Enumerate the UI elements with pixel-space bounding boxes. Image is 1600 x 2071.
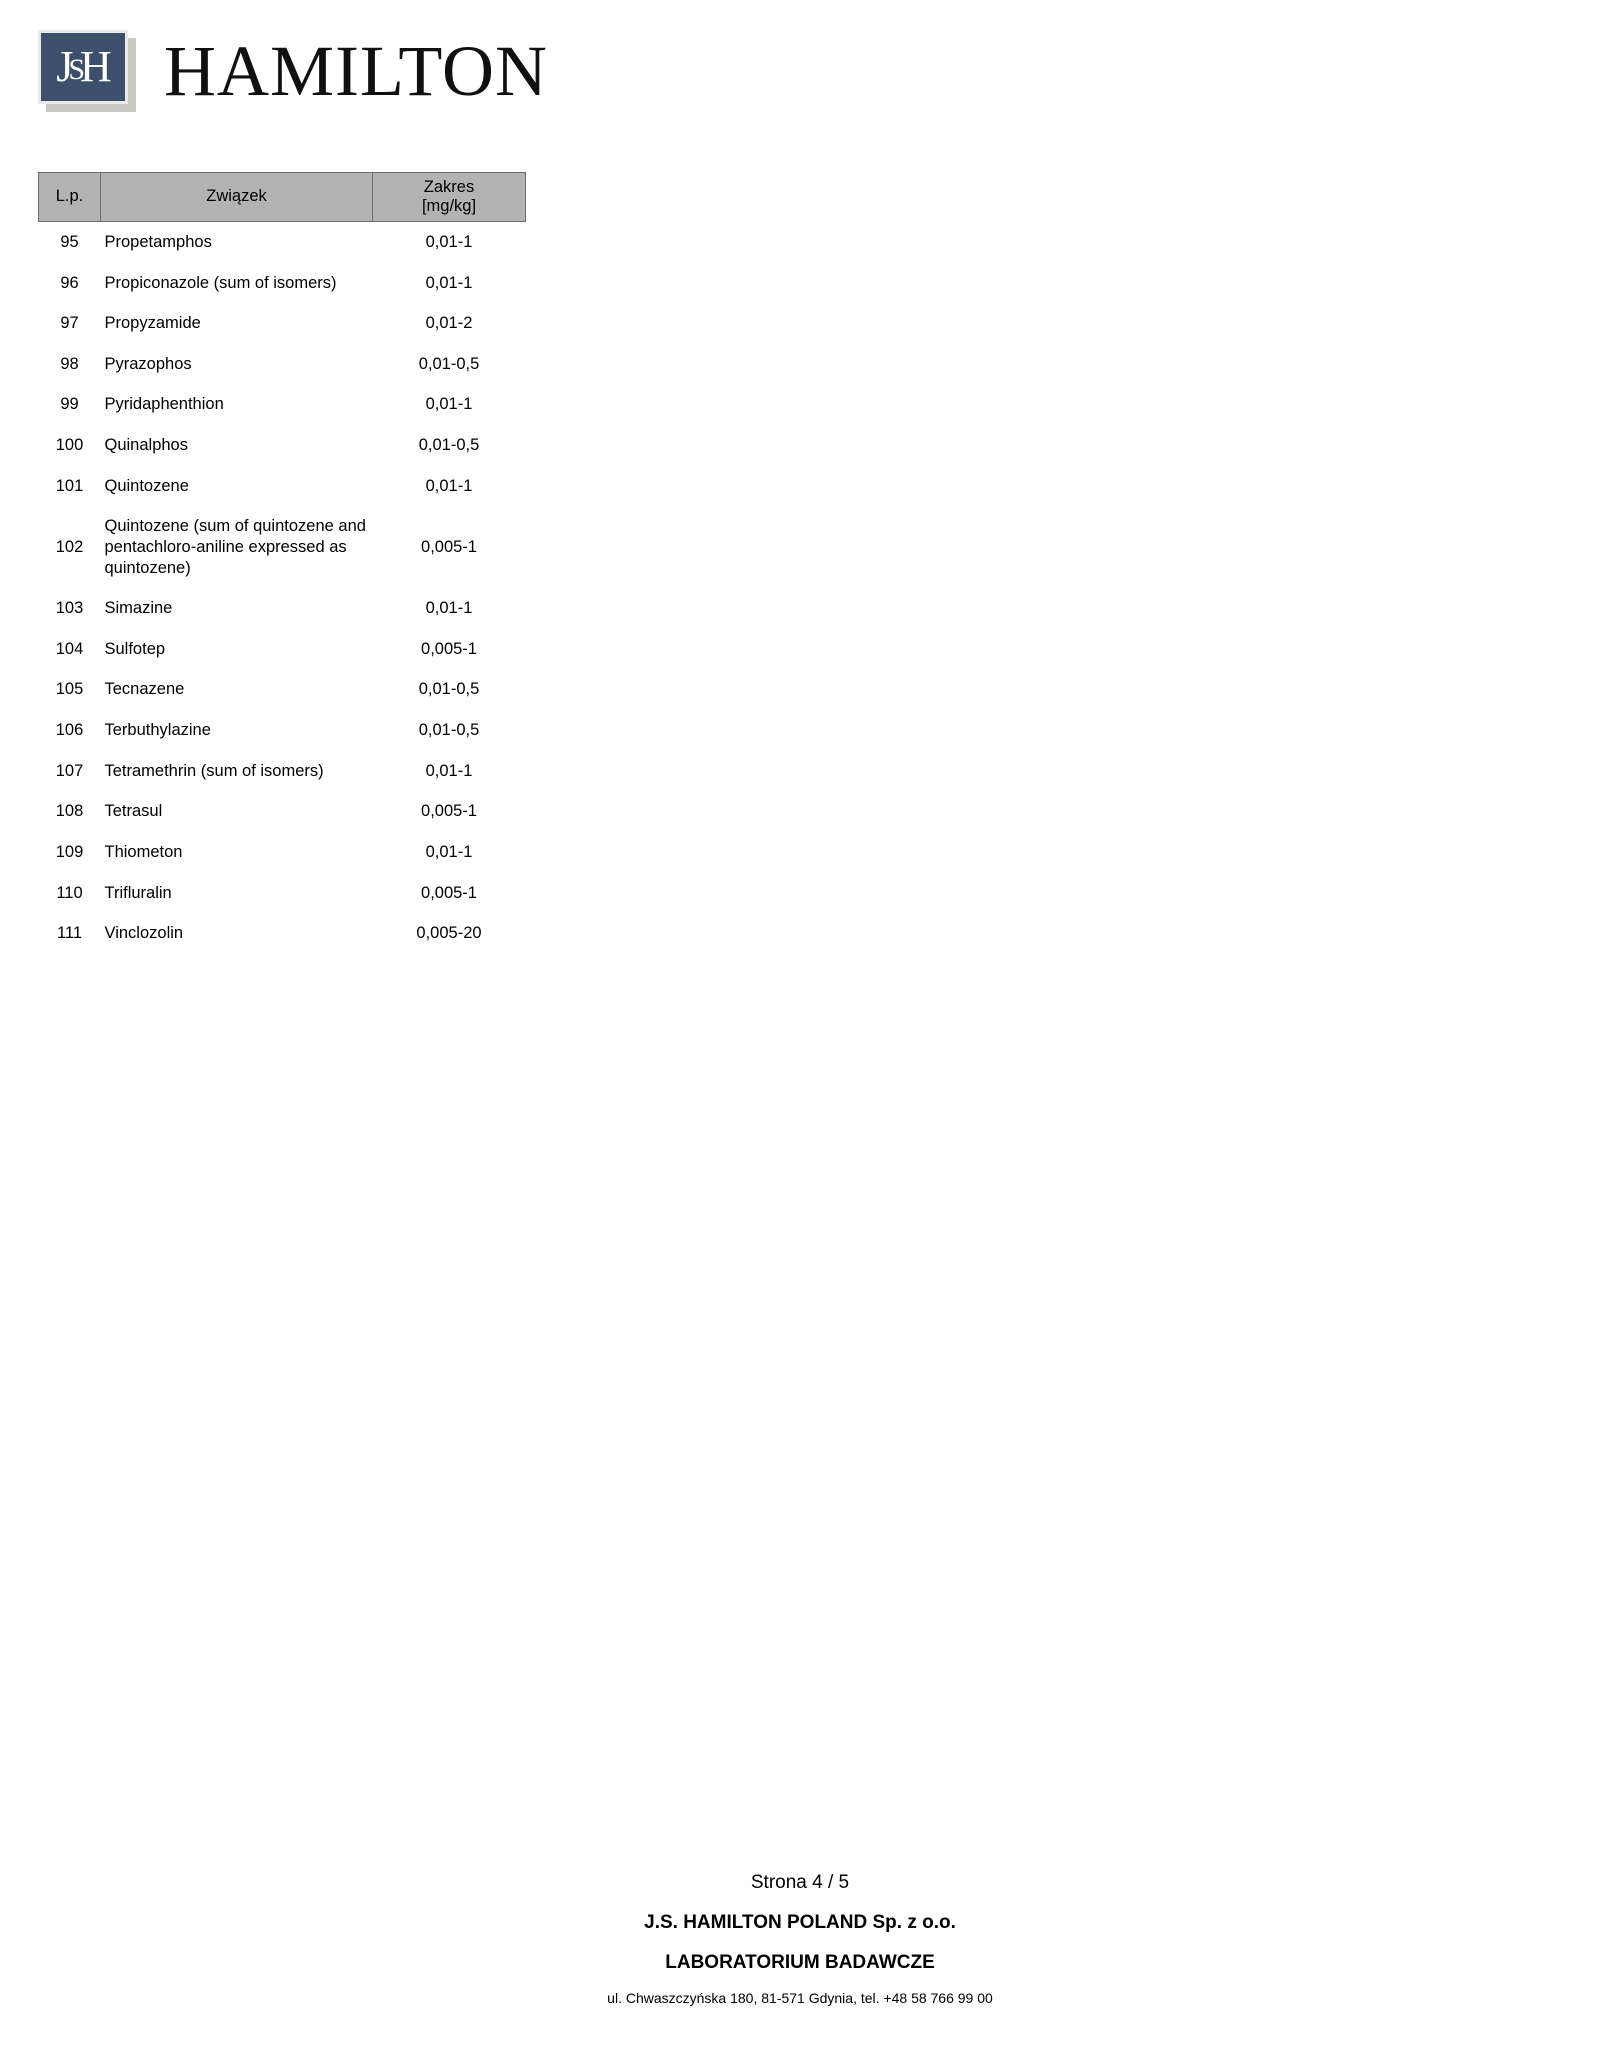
table-row: [39, 425, 526, 466]
cell-compound: Thiometon: [104, 842, 183, 861]
column-header-range-line1: Zakres: [423, 178, 475, 196]
cell-range: 0,01-1: [425, 273, 473, 292]
footer-lab: LABORATORIUM BADAWCZE: [665, 1952, 935, 1973]
table-row: [39, 263, 526, 304]
table-row: [39, 873, 526, 914]
table-body: [39, 221, 526, 953]
cell-range: 0,01-0,5: [418, 354, 480, 373]
cell-lp: 101: [55, 476, 84, 495]
cell-compound: Quintozene (sum of quintozene and pentachloro-aniline expressed as quintozene): [104, 517, 366, 577]
cell-compound: Tecnazene: [104, 680, 185, 699]
table-row: [39, 751, 526, 792]
cell-range: 0,01-0,5: [418, 680, 480, 699]
column-header-compound: Związek: [101, 173, 373, 222]
table-row: [39, 384, 526, 425]
cell-range: 0,01-1: [425, 761, 473, 780]
table-row: [39, 832, 526, 873]
cell-compound: Sulfotep: [104, 639, 166, 658]
cell-compound: Trifluralin: [104, 883, 172, 902]
cell-compound: Pyrazophos: [104, 354, 192, 373]
cell-range: 0,005-1: [421, 639, 477, 658]
cell-lp: 107: [55, 761, 84, 780]
document-header: [38, 30, 548, 112]
cell-lp: 96: [60, 273, 79, 292]
cell-lp: 98: [60, 354, 79, 373]
cell-lp: 111: [56, 924, 83, 943]
cell-range: 0,005-1: [421, 883, 477, 902]
cell-compound: Quintozene: [104, 476, 189, 495]
cell-range: 0,005-1: [421, 537, 477, 556]
cell-compound: Propiconazole (sum of isomers): [104, 273, 337, 292]
footer-company: J.S. HAMILTON POLAND Sp. z o.o.: [644, 1912, 956, 1933]
cell-range: 0,01-1: [425, 842, 473, 861]
cell-range: 0,01-1: [425, 232, 473, 251]
cell-range: 0,01-1: [425, 395, 473, 414]
cell-range: 0,01-1: [425, 476, 473, 495]
table-row: [39, 629, 526, 670]
cell-lp: 105: [55, 680, 84, 699]
table-header-row: [39, 173, 526, 222]
table-row: [39, 466, 526, 507]
cell-compound: Quinalphos: [104, 436, 188, 455]
cell-compound: Pyridaphenthion: [104, 395, 224, 414]
cell-lp: 100: [55, 436, 84, 455]
table-row: [39, 710, 526, 751]
compounds-table: [38, 172, 526, 954]
cell-lp: 108: [55, 802, 84, 821]
table-row: [39, 221, 526, 262]
table-head: [39, 173, 526, 222]
cell-lp: 103: [55, 599, 84, 618]
page-number: Strona 4 / 5: [750, 1872, 850, 1893]
cell-lp: 102: [55, 537, 84, 556]
cell-range: 0,01-1: [425, 599, 473, 618]
compounds-table-wrap: [38, 172, 525, 954]
cell-compound: Tetrasul: [104, 802, 163, 821]
logo-monogram: J S H: [56, 42, 110, 91]
cell-compound: Propyzamide: [104, 314, 201, 333]
column-header-range: [373, 173, 526, 222]
logo-wordmark: HAMILTON: [164, 31, 549, 111]
table-row: [39, 669, 526, 710]
cell-lp: 104: [55, 639, 84, 658]
cell-compound: Tetramethrin (sum of isomers): [104, 761, 324, 780]
cell-compound: Simazine: [104, 599, 173, 618]
cell-range: 0,005-1: [421, 802, 477, 821]
footer-address: ul. Chwaszczyńska 180, 81-571 Gdynia, tel. +48 58 766 99 00: [607, 1990, 993, 2006]
cell-compound: Propetamphos: [104, 232, 212, 251]
cell-range: 0,005-20: [416, 924, 482, 943]
cell-lp: 106: [55, 721, 84, 740]
cell-compound: Terbuthylazine: [104, 721, 211, 740]
cell-range: 0,01-0,5: [418, 436, 480, 455]
cell-range: 0,01-2: [425, 314, 473, 333]
table-row: [39, 913, 526, 954]
table-row: [39, 344, 526, 385]
document-footer: [0, 1872, 1600, 2006]
cell-compound: Vinclozolin: [104, 924, 184, 943]
cell-lp: 97: [60, 314, 79, 333]
jsh-logo-icon: [38, 30, 136, 112]
table-row: [39, 588, 526, 629]
column-header-lp: L.p.: [39, 173, 101, 222]
column-header-range-line2: [mg/kg]: [421, 196, 477, 215]
table-row: [39, 303, 526, 344]
cell-lp: 109: [55, 842, 84, 861]
cell-lp: 99: [60, 395, 79, 414]
cell-range: 0,01-0,5: [418, 721, 480, 740]
table-row: [39, 791, 526, 832]
table-row: [39, 506, 526, 588]
cell-lp: 95: [60, 232, 79, 251]
cell-lp: 110: [56, 883, 83, 902]
